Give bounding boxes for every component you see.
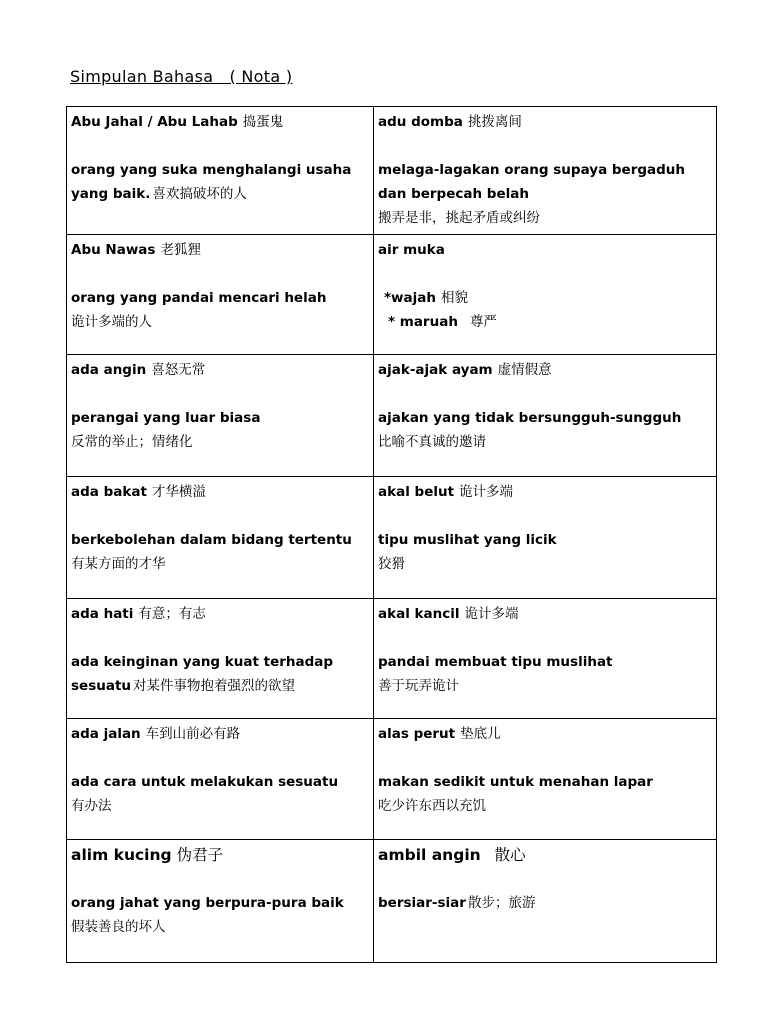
meaning-chinese: 比喻不真诚的邀请 xyxy=(378,434,486,450)
idiom-meaning xyxy=(71,286,369,334)
idiom-meaning xyxy=(378,891,712,915)
idiom-chinese: 伪君子 xyxy=(176,846,224,864)
idiom-meaning xyxy=(378,286,712,334)
idiom-phrase xyxy=(378,238,712,262)
idiom-cell xyxy=(374,235,717,355)
meaning-malay: berkebolehan dalam bidang tertentu xyxy=(71,532,352,548)
idiom-cell xyxy=(374,355,717,477)
idiom-chinese: 诡计多端 xyxy=(459,484,514,500)
idiom-meaning xyxy=(71,891,369,939)
idiom-meaning xyxy=(378,770,712,818)
table-row xyxy=(67,235,717,355)
idiom-cell xyxy=(67,235,374,355)
idiom-phrase xyxy=(71,238,369,262)
sub-meaning xyxy=(378,310,712,334)
idiom-chinese: 虚情假意 xyxy=(497,362,552,378)
idiom-chinese: 才华横溢 xyxy=(151,484,206,500)
meaning-malay: bersiar-siar xyxy=(378,895,466,911)
meaning-chinese: 善于玩弄诡计 xyxy=(378,678,459,694)
sub-term: *wajah xyxy=(384,290,436,306)
idiom-term: akal belut xyxy=(378,484,455,500)
meaning-malay: orang yang suka menghalangi usaha yang baik. xyxy=(71,162,352,202)
idiom-cell xyxy=(67,840,374,963)
idiom-term: alim kucing xyxy=(71,846,172,864)
meaning-chinese: 搬弄是非，挑起矛盾或纠纷 xyxy=(378,210,540,226)
idiom-term: ada bakat xyxy=(71,484,147,500)
idiom-cell xyxy=(67,599,374,719)
idiom-phrase xyxy=(71,602,369,626)
idiom-term: ajak-ajak ayam xyxy=(378,362,493,378)
idiom-cell xyxy=(67,477,374,599)
meaning-chinese: 散步；旅游 xyxy=(467,895,536,911)
idiom-chinese: 散心 xyxy=(494,846,526,864)
sub-term: * maruah xyxy=(388,314,458,330)
meaning-chinese: 有某方面的才华 xyxy=(71,556,166,572)
idiom-term: ada angin xyxy=(71,362,147,378)
idiom-phrase xyxy=(71,110,369,134)
idiom-cell xyxy=(374,107,717,235)
idiom-chinese: 诡计多端 xyxy=(464,606,519,622)
idiom-meaning xyxy=(71,158,369,206)
table-row xyxy=(67,599,717,719)
meaning-malay: melaga-lagakan orang supaya bergaduh dan berpecah belah xyxy=(378,162,686,202)
meaning-malay: makan sedikit untuk menahan lapar xyxy=(378,774,653,790)
idiom-term: alas perut xyxy=(378,726,456,742)
page-title: Simpulan Bahasa ( Nota ) xyxy=(70,67,293,86)
idiom-meaning xyxy=(71,770,369,818)
idiom-chinese: 车到山前必有路 xyxy=(145,726,241,742)
idiom-term: air muka xyxy=(378,242,445,258)
idiom-meaning xyxy=(378,158,712,230)
idiom-cell xyxy=(374,840,717,963)
meaning-chinese: 对某件事物抱着强烈的欲望 xyxy=(133,678,296,694)
idiom-term: ambil angin xyxy=(378,846,481,864)
meaning-malay: ada keinginan yang kuat terhadap sesuatu xyxy=(71,654,334,694)
sub-meaning xyxy=(378,286,712,310)
meaning-chinese: 喜欢搞破坏的人 xyxy=(152,186,247,202)
idiom-phrase xyxy=(378,358,712,382)
idiom-cell xyxy=(67,719,374,840)
meaning-chinese: 假装善良的坏人 xyxy=(71,919,166,935)
idiom-term: Abu Nawas xyxy=(71,242,156,258)
sub-chinese: 相貌 xyxy=(441,290,468,306)
idiom-meaning xyxy=(71,650,369,698)
idiom-chinese: 有意；有志 xyxy=(138,606,206,622)
idiom-cell xyxy=(67,355,374,477)
idiom-meaning xyxy=(71,406,369,454)
idiom-phrase xyxy=(378,480,712,504)
meaning-chinese: 有办法 xyxy=(71,798,112,814)
idiom-term: akal kancil xyxy=(378,606,460,622)
idiom-term: ada hati xyxy=(71,606,134,622)
idiom-meaning xyxy=(378,528,712,576)
idiom-cell xyxy=(374,719,717,840)
sub-chinese: 尊严 xyxy=(469,314,497,330)
idiom-phrase xyxy=(71,722,369,746)
table-row xyxy=(67,719,717,840)
idiom-chinese: 喜怒无常 xyxy=(151,362,206,378)
idiom-phrase xyxy=(71,480,369,504)
idiom-meaning xyxy=(71,528,369,576)
idiom-term: Abu Jahal / Abu Lahab xyxy=(71,114,238,130)
idiom-term: adu domba xyxy=(378,114,463,130)
idiom-meaning xyxy=(378,650,712,698)
idiom-phrase xyxy=(71,843,369,867)
idiom-table xyxy=(66,106,717,963)
idiom-chinese: 老狐狸 xyxy=(160,242,201,258)
table-row xyxy=(67,107,717,235)
idiom-term: ada jalan xyxy=(71,726,141,742)
meaning-malay: orang jahat yang berpura-pura baik xyxy=(71,895,344,911)
meaning-malay: perangai yang luar biasa xyxy=(71,410,261,426)
idiom-cell xyxy=(374,599,717,719)
idiom-phrase xyxy=(71,358,369,382)
meaning-chinese: 诡计多端的人 xyxy=(71,314,152,330)
idiom-meaning xyxy=(378,406,712,454)
meaning-chinese: 狡猾 xyxy=(378,556,405,572)
idiom-cell xyxy=(374,477,717,599)
table-row xyxy=(67,477,717,599)
idiom-phrase xyxy=(378,722,712,746)
table-row xyxy=(67,355,717,477)
meaning-chinese: 反常的举止；情绪化 xyxy=(71,434,193,450)
meaning-malay: ada cara untuk melakukan sesuatu xyxy=(71,774,339,790)
meaning-malay: orang yang pandai mencari helah xyxy=(71,290,327,306)
idiom-phrase xyxy=(378,602,712,626)
idiom-chinese: 挑拨离间 xyxy=(467,114,522,130)
idiom-chinese: 垫底儿 xyxy=(460,726,501,742)
idiom-cell xyxy=(67,107,374,235)
meaning-chinese: 吃少许东西以充饥 xyxy=(378,798,486,814)
table-row xyxy=(67,840,717,963)
meaning-malay: pandai membuat tipu muslihat xyxy=(378,654,613,670)
meaning-malay: ajakan yang tidak bersungguh-sungguh xyxy=(378,410,682,426)
idiom-phrase xyxy=(378,843,712,867)
idiom-chinese: 捣蛋鬼 xyxy=(242,114,284,130)
meaning-malay: tipu muslihat yang licik xyxy=(378,532,557,548)
idiom-phrase xyxy=(378,110,712,134)
